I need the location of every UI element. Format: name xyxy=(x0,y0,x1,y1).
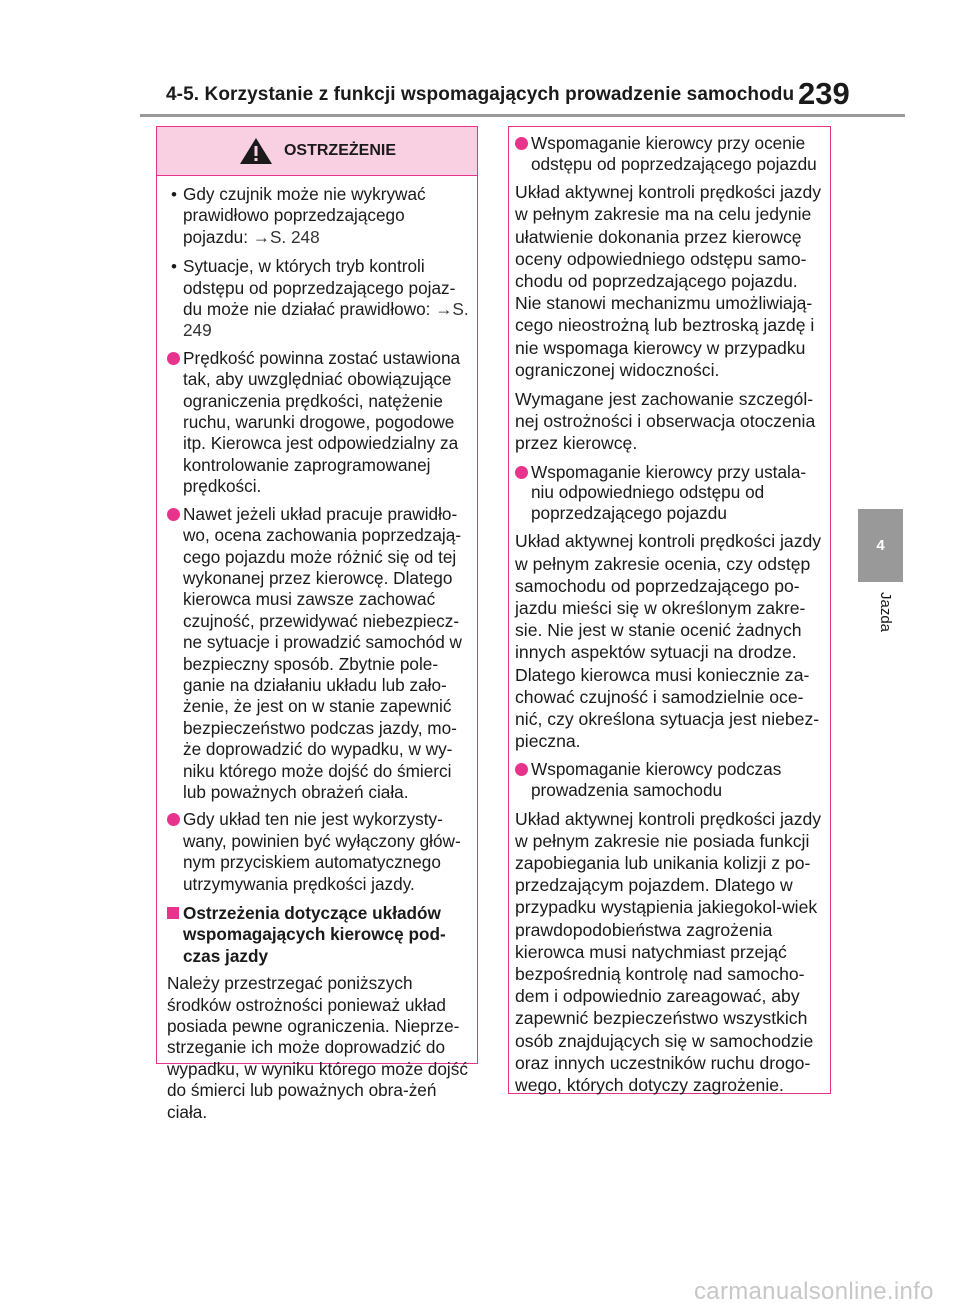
warning-box xyxy=(156,126,478,1122)
header-divider xyxy=(140,114,905,117)
info-box xyxy=(508,126,831,1094)
pink-dot-icon xyxy=(167,352,180,365)
pink-dot-icon xyxy=(167,813,180,826)
page-reference[interactable]: →S. 249 xyxy=(183,299,469,341)
pink-dot-icon xyxy=(167,508,180,521)
warning-title: OSTRZEŻENIE xyxy=(283,142,396,159)
warning-subheading: Ostrzeżenia dotyczące układów wspomagających kierowcę pod-czas jazdy xyxy=(167,903,471,967)
pink-dot-icon xyxy=(515,763,528,776)
page-reference[interactable]: →S. 248 xyxy=(252,226,320,247)
warning-bullet: • Sytuacje, w których tryb kontroli odstępu od poprzedzającego pojaz-du może nie działać prawidłowo: →S. 249 xyxy=(167,256,471,342)
section-paragraph: Układ aktywnej kontroli prędkości jazdy w pełnym zakresie nie posiada funkcji zapobiegania lub unikania kolizji z po-przedzającym pojazdem. Dlatego w przypadku wystąpienia jakiegokol-wiek prawdopodobieństwa zagrożenia kierowca musi natychmiast przejąć bezpośrednią kontrolę nad samocho-dem i odpowiednio zareagować, aby zapewnić bezpieczeństwo wszystkich osób znajdujących się w samochodzie oraz innych uczestników ruchu drogo-wego, których dotyczy zagrożenie. xyxy=(515,808,822,1096)
watermark: carmanualsonline.info xyxy=(694,1278,934,1305)
section-heading: Wspomaganie kierowcy przy ustala-niu odpowiedniego odstępu od poprzedzającego pojazdu xyxy=(515,462,824,524)
section-heading: Wspomaganie kierowcy przy ocenie odstępu od poprzedzającego pojazdu xyxy=(515,133,824,174)
section-paragraph: Układ aktywnej kontroli prędkości jazdy w pełnym zakresie ocenia, czy odstęp samochodu od poprzedzającego po-jazdu mieści się w określonym zakre-sie. Nie jest w stanie ocenić żadnych innych aspektów sytuacji na drodze. Dlatego kierowca musi koniecznie za-chować czujność i samodzielnie oce-nić, czy określona sytuacja jest niebez-pieczna. xyxy=(515,531,822,752)
warning-paragraph: Należy przestrzegać poniższych środków ostrożności ponieważ układ posiada pewne ograniczenia. Nieprze-strzeganie ich może doprowadzić do wypadku, w wyniku którego może dojść do śmierci lub poważnych obra-żeń ciała. xyxy=(167,973,468,1122)
page-number: 239 xyxy=(798,76,850,111)
chapter-label: Jazda xyxy=(877,592,894,633)
warning-dot-item: Prędkość powinna zostać ustawiona tak, aby uwzględniać obowiązujące ograniczenia prędkości, natężenie ruchu, warunki drogowe, pogodowe itp. Kierowca jest odpowiedzialny za kontrolowanie zaprogramowanej prędkości. xyxy=(167,348,471,498)
section-paragraph: Wymagane jest zachowanie szczegól-nej ostrożności i obserwacja otoczenia przez kierowcę. xyxy=(515,389,816,454)
pink-dot-icon xyxy=(515,466,528,479)
section-title: 4-5. Korzystanie z funkcji wspomagających prowadzenie samochodu xyxy=(166,84,795,105)
warning-bullet: • Gdy czujnik może nie wykrywać prawidłowo poprzedzającego pojazdu: →S. 248 xyxy=(167,184,471,248)
section-heading: Wspomaganie kierowcy podczas prowadzenia samochodu xyxy=(515,759,824,800)
section-paragraph: Układ aktywnej kontroli prędkości jazdy w pełnym zakresie ma na celu jedynie ułatwienie dokonania przez kierowcę oceny odpowiedniego odstępu samo-chodu od poprzedzającego pojazdu. Nie stanowi mechanizmu umożliwiają-cego nieostrożną lub beztroską jazdę i nie wspomaga kierowcy w przypadku ograniczonej widoczności. xyxy=(515,182,822,380)
warning-dot-item: Gdy układ ten nie jest wykorzysty-wany, powinien być wyłączony głów-nym przyciskiem automatycznego utrzymywania prędkości jazdy. xyxy=(167,809,471,895)
warning-dot-item: Nawet jeżeli układ pracuje prawidło-wo, ocena zachowania poprzedzają-cego pojazdu może różnić się od tej wykonanej przez kierowcę. Dlatego kierowca musi zawsze zachować czujność, przewidywać niebezpiecz-ne sytuacje i prowadzić samochód w bezpieczny sposób. Zbytnie pole-ganie na działaniu układu lub zało-żenie, że jest on w stanie zapewnić bezpieczeństwo podczas jazdy, mo-że doprowadzić do wypadku, w wy-niku którego może dojść do śmierci lub poważnych obrażeń ciała. xyxy=(167,504,471,804)
pink-square-icon xyxy=(167,907,179,919)
warning-header xyxy=(157,127,477,176)
chapter-tab[interactable]: 4 xyxy=(858,509,903,582)
pink-dot-icon xyxy=(515,137,528,150)
warning-triangle-icon xyxy=(238,136,274,166)
